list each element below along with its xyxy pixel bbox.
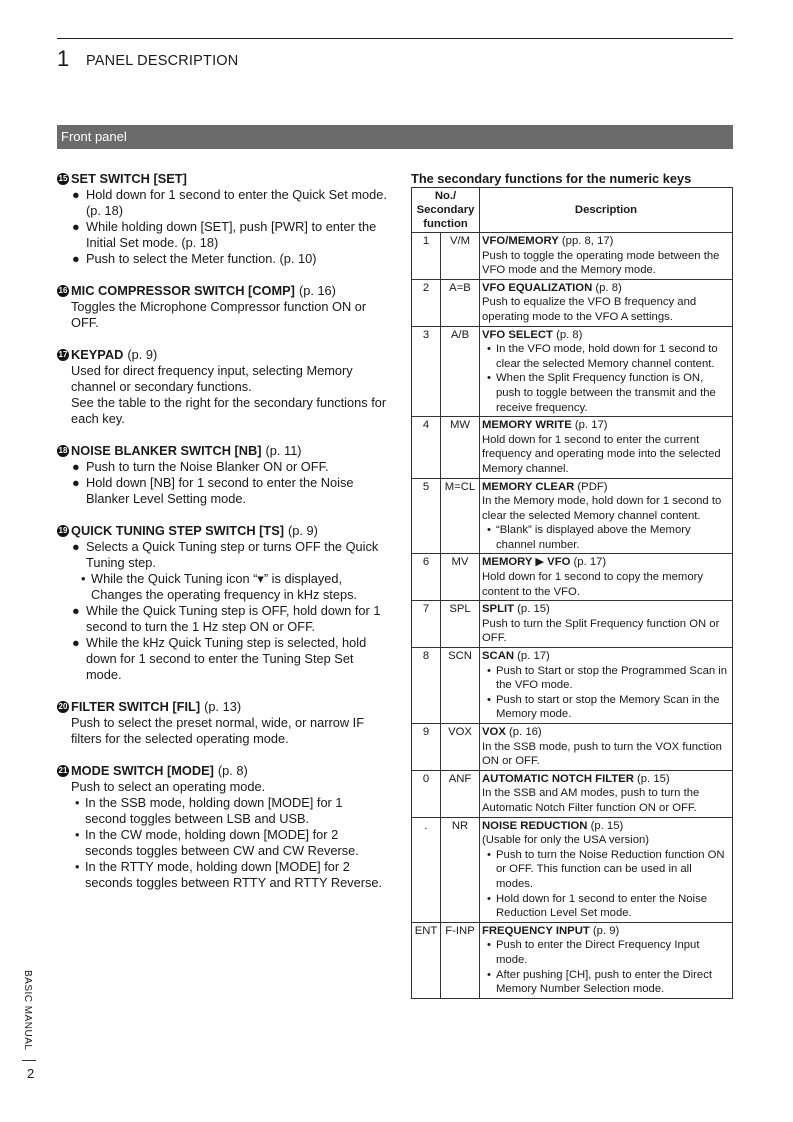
table-row <box>412 554 733 601</box>
column-header-no: No./ Secondary function <box>412 188 480 233</box>
function-title: SPLIT <box>482 603 515 616</box>
page-ref: (PDF) <box>577 480 608 493</box>
bullet-line: ● While the kHz Quick Tuning step is selected, hold down for 1 second to enter the Tuning Step Set mode. <box>72 635 367 682</box>
sub-bullet-icon: • <box>487 693 491 706</box>
function-text: Hold down for 1 second to copy the memory content to the VFO. <box>482 571 704 598</box>
page-number-rule <box>22 1060 36 1061</box>
key-number-cell: 5 <box>412 478 441 554</box>
function-bullet: • Push to enter the Direct Frequency Input mode. <box>482 938 730 967</box>
sub-bullet-line: • In the CW mode, holding down [MODE] for 2 seconds toggles between CW and CW Reverse. <box>75 827 359 858</box>
table-row <box>412 279 733 326</box>
bullet-dot-icon: ● <box>72 187 80 202</box>
key-number-cell: 0 <box>412 770 441 817</box>
sub-bullet-icon: • <box>487 848 491 861</box>
sub-bullet-icon: • <box>75 795 80 810</box>
sub-bullet-line: • In the SSB mode, holding down [MODE] for 1 second toggles between LSB and USB. <box>75 795 343 826</box>
description-cell <box>480 279 733 326</box>
function-title: MEMORY WRITE <box>482 419 572 432</box>
item-number-badge: 21 <box>58 766 68 775</box>
item-title: MIC COMPRESSOR SWITCH [COMP] <box>71 283 295 298</box>
page-number: 2 <box>27 1066 35 1081</box>
item-mode-switch <box>57 763 387 891</box>
function-text: Push to equalize the VFO B frequency and operating mode to the VFO A settings. <box>482 296 697 323</box>
item-number-badge: 15 <box>58 174 68 183</box>
bullet-line: ● Push to turn the Noise Blanker ON or OFF. <box>72 459 329 474</box>
table-header-row <box>412 188 733 233</box>
page-ref: (p. 15) <box>637 772 670 785</box>
top-rule <box>57 38 733 39</box>
bullet-dot-icon: ● <box>72 219 80 234</box>
item-title: KEYPAD <box>71 347 124 362</box>
function-text: In the Memory mode, hold down for 1 second to clear the selected Memory channel content. <box>482 495 722 522</box>
table-row <box>412 648 733 724</box>
item-quick-tuning-step <box>57 523 387 683</box>
table-row <box>412 326 733 417</box>
description-cell <box>480 770 733 817</box>
key-number-cell: 6 <box>412 554 441 601</box>
function-text: Hold down for 1 second to enter the current frequency and operating mode into the selected Memory channel. <box>482 433 721 475</box>
page-ref: (p. 9) <box>127 347 158 362</box>
description-cell <box>480 417 733 478</box>
description-cell <box>480 601 733 648</box>
secondary-function-cell: MW <box>441 417 480 478</box>
page-ref: (p. 17) <box>574 419 608 432</box>
item-keypad <box>57 347 387 427</box>
description-cell <box>480 724 733 771</box>
key-number-cell: 9 <box>412 724 441 771</box>
table-row <box>412 478 733 554</box>
function-text: Push to turn the Split Frequency function ON or OFF. <box>482 617 720 645</box>
item-number-badge: 19 <box>58 526 68 535</box>
sub-bullet-line: • In the RTTY mode, holding down [MODE] for 2 seconds toggles between RTTY and RTTY Reverse. <box>75 859 383 890</box>
column-header-description: Description <box>480 188 733 233</box>
item-filter-switch <box>57 699 387 747</box>
function-bullet: • Push to turn the Noise Reduction function ON or OFF. This function can be used in all modes. <box>482 848 730 892</box>
side-label: BASIC MANUAL <box>22 970 33 1051</box>
item-title: QUICK TUNING STEP SWITCH [TS] <box>71 523 285 538</box>
page-ref: (p. 16) <box>509 726 542 738</box>
function-text: Push to toggle the operating mode between the VFO mode and the Memory mode. <box>482 249 720 277</box>
page-ref: (p. 17) <box>573 556 607 569</box>
key-number-cell: 4 <box>412 417 441 478</box>
table-row <box>412 233 733 280</box>
function-bullet: • “Blank” is displayed above the Memory channel number. <box>482 523 730 552</box>
table-row <box>412 724 733 771</box>
bullet-dot-icon: ● <box>72 635 80 650</box>
function-title: MEMORY CLEAR <box>482 480 575 493</box>
key-number-cell: 8 <box>412 648 441 724</box>
page-ref: (pp. 8, 17) <box>561 235 614 247</box>
body-text: See the table to the right for the secondary functions for each key. <box>71 395 387 426</box>
key-number-cell: 3 <box>412 326 441 417</box>
item-title: FILTER SWITCH [FIL] <box>71 699 201 714</box>
function-bullet: • After pushing [CH], push to enter the Direct Memory Number Selection mode. <box>482 968 730 997</box>
bullet-dot-icon: ● <box>72 251 80 266</box>
sub-bullet-icon: • <box>487 892 491 905</box>
key-number-cell: 7 <box>412 601 441 648</box>
sub-bullet-icon: • <box>487 968 491 981</box>
key-number-cell: ENT <box>412 922 441 998</box>
table-row <box>412 417 733 478</box>
secondary-function-cell: NR <box>441 817 480 922</box>
function-bullet: • Hold down for 1 second to enter the Noise Reduction Level Set mode. <box>482 892 730 921</box>
function-text: In the SSB and AM modes, push to turn the Automatic Notch Filter function ON or OFF. <box>482 787 700 814</box>
bullet-line: ● While the Quick Tuning step is OFF, hold down for 1 second to turn the 1 Hz step ON or OFF. <box>72 603 381 634</box>
sub-bullet-icon: • <box>75 859 80 874</box>
page-ref: (p. 16) <box>298 283 336 298</box>
table-row <box>412 770 733 817</box>
secondary-functions-table <box>411 187 733 999</box>
item-number-badge: 16 <box>58 286 68 295</box>
secondary-function-cell: ANF <box>441 770 480 817</box>
sub-bullet-icon: • <box>487 372 491 385</box>
description-cell <box>480 817 733 922</box>
bullet-line: ● Push to select the Meter function. (p. 10) <box>72 251 317 266</box>
bullet-dot-icon: ● <box>72 459 80 474</box>
right-column <box>411 171 733 999</box>
body-text: Toggles the Microphone Compressor function ON or OFF. <box>71 299 367 330</box>
secondary-function-cell: A/B <box>441 326 480 417</box>
bullet-dot-icon: ● <box>72 539 80 554</box>
secondary-function-cell: V/M <box>441 233 480 280</box>
function-title: NOISE REDUCTION <box>482 819 588 832</box>
section-title-bar: Front panel <box>57 125 733 149</box>
description-cell <box>480 648 733 724</box>
page-ref: (p. 17) <box>517 650 550 663</box>
key-number-cell: . <box>412 817 441 922</box>
table-row <box>412 601 733 648</box>
secondary-function-cell: SPL <box>441 601 480 648</box>
function-title: VFO/MEMORY <box>482 235 559 247</box>
bullet-line: ● Hold down for 1 second to enter the Quick Set mode. (p. 18) <box>72 187 387 218</box>
left-column <box>57 171 387 907</box>
secondary-function-cell: A=B <box>441 279 480 326</box>
function-title: VFO SELECT <box>482 328 553 341</box>
page-ref: (p. 11) <box>265 443 302 458</box>
description-cell <box>480 326 733 417</box>
page-ref: (p. 9) <box>288 523 318 538</box>
table-caption: The secondary functions for the numeric keys <box>411 171 692 186</box>
table-row <box>412 922 733 998</box>
chapter-number: 1 <box>57 46 70 71</box>
item-title: SET SWITCH [SET] <box>71 171 187 186</box>
page-ref: (p. 15) <box>590 819 624 832</box>
function-title: SCAN <box>482 650 515 663</box>
function-bullet: • Push to Start or stop the Programmed Scan in the VFO mode. <box>482 664 730 693</box>
key-number-cell: 2 <box>412 279 441 326</box>
function-title: VOX <box>482 726 506 738</box>
item-noise-blanker <box>57 443 387 507</box>
description-cell <box>480 233 733 280</box>
page-ref: (p. 8) <box>556 328 583 341</box>
description-cell <box>480 922 733 998</box>
sub-bullet-icon: • <box>487 524 491 537</box>
sub-bullet-icon: • <box>487 343 491 356</box>
page-ref: (p. 9) <box>592 924 620 937</box>
page-ref: (p. 8) <box>595 281 622 294</box>
body-text: Push to select an operating mode. <box>71 779 266 794</box>
secondary-function-cell: M=CL <box>441 478 480 554</box>
bullet-line: ● Selects a Quick Tuning step or turns OFF the Quick Tuning step. <box>72 539 379 570</box>
table-row <box>412 817 733 922</box>
secondary-function-cell: VOX <box>441 724 480 771</box>
sub-bullet-icon: • <box>487 939 491 952</box>
item-number-badge: 20 <box>58 702 68 711</box>
page-ref: (p. 8) <box>217 763 248 778</box>
item-mic-compressor <box>57 283 387 331</box>
body-text: Used for direct frequency input, selecting Memory channel or secondary functions. <box>71 363 353 394</box>
function-bullet: • Push to start or stop the Memory Scan in the Memory mode. <box>482 693 730 722</box>
function-text: (Usable for only the USA version) <box>482 834 650 847</box>
secondary-function-cell: MV <box>441 554 480 601</box>
description-cell <box>480 478 733 554</box>
function-title: MEMORY ▶ VFO <box>482 556 571 569</box>
chapter-title: PANEL DESCRIPTION <box>86 53 239 69</box>
key-number-cell: 1 <box>412 233 441 280</box>
bullet-line: ● While holding down [SET], push [PWR] to enter the Initial Set mode. (p. 18) <box>72 219 377 250</box>
description-cell <box>480 554 733 601</box>
sub-bullet-icon: • <box>75 827 80 842</box>
body-text: Push to select the preset normal, wide, or narrow IF filters for the selected operating mode. <box>71 715 365 746</box>
function-title: AUTOMATIC NOTCH FILTER <box>482 772 634 785</box>
page-ref: (p. 13) <box>204 699 242 714</box>
sub-bullet-icon: • <box>487 664 491 677</box>
item-number-badge: 18 <box>58 446 68 455</box>
item-number-badge: 17 <box>58 350 68 359</box>
function-title: FREQUENCY INPUT <box>482 924 590 937</box>
sub-bullet-icon: • <box>81 571 86 586</box>
item-title: MODE SWITCH [MODE] <box>71 763 214 778</box>
bullet-dot-icon: ● <box>72 603 80 618</box>
function-text: In the SSB mode, push to turn the VOX function ON or OFF. <box>482 740 722 768</box>
item-title: NOISE BLANKER SWITCH [NB] <box>71 443 262 458</box>
function-bullet: • In the VFO mode, hold down for 1 second to clear the selected Memory channel content. <box>482 342 730 371</box>
function-bullet: • When the Split Frequency function is ON, push to toggle between the transmit and the receive frequency. <box>482 371 730 415</box>
secondary-function-cell: F-INP <box>441 922 480 998</box>
bullet-line: ● Hold down [NB] for 1 second to enter the Noise Blanker Level Setting mode. <box>72 475 354 506</box>
page-ref: (p. 15) <box>517 603 550 616</box>
function-title: VFO EQUALIZATION <box>482 281 593 294</box>
bullet-dot-icon: ● <box>72 475 80 490</box>
item-set-switch <box>57 171 387 267</box>
secondary-function-cell: SCN <box>441 648 480 724</box>
sub-bullet-line: • While the Quick Tuning icon “▾” is displayed, Changes the operating frequency in kHz steps. <box>81 571 358 602</box>
